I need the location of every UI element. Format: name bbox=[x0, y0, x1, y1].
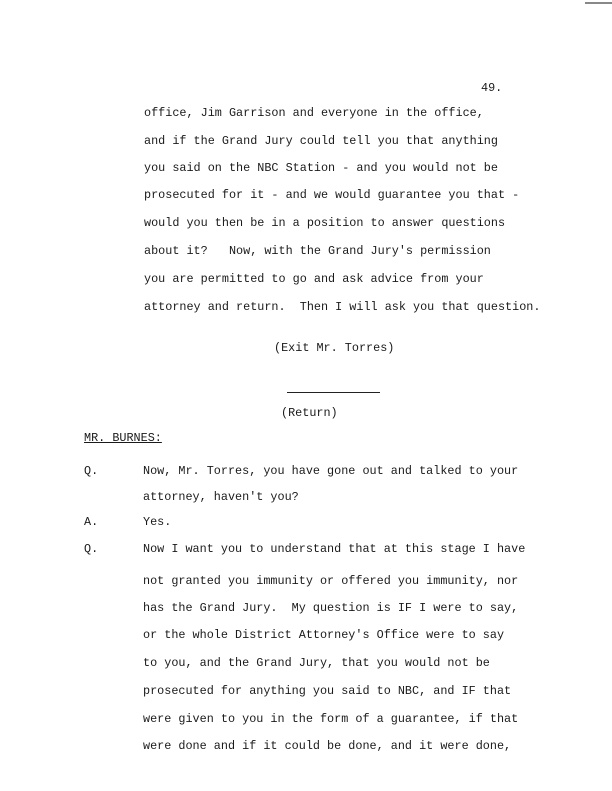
text-line: you said on the NBC Station - and you would not be bbox=[144, 161, 498, 175]
text-line: Now, Mr. Torres, you have gone out and talked to your bbox=[143, 464, 519, 478]
text-line: about it? Now, with the Grand Jury's permission bbox=[144, 244, 491, 258]
question-label: Q. bbox=[84, 542, 99, 556]
text-line: prosecuted for anything you said to NBC, and IF that bbox=[143, 684, 512, 698]
text-line: would you then be in a position to answer questions bbox=[144, 216, 506, 230]
text-line: attorney and return. Then I will ask you that question. bbox=[144, 300, 541, 314]
answer-label: A. bbox=[84, 515, 99, 529]
scan-mark bbox=[585, 2, 612, 4]
text-line: and if the Grand Jury could tell you that anything bbox=[144, 134, 498, 148]
text-line: were given to you in the form of a guarantee, if that bbox=[143, 712, 519, 726]
text-line: not granted you immunity or offered you immunity, nor bbox=[143, 574, 519, 588]
text-line: prosecuted for it - and we would guarantee you that - bbox=[144, 188, 520, 202]
text-line: attorney, haven't you? bbox=[143, 490, 299, 504]
text-line: Yes. bbox=[143, 515, 172, 529]
section-divider bbox=[287, 392, 380, 393]
speaker-label: MR. BURNES: bbox=[84, 431, 162, 445]
page-number: 49. bbox=[481, 81, 503, 95]
text-line: or the whole District Attorney's Office were to say bbox=[143, 628, 505, 642]
text-line: to you, and the Grand Jury, that you would not be bbox=[143, 656, 490, 670]
text-line: Now I want you to understand that at this stage I have bbox=[143, 542, 526, 556]
question-label: Q. bbox=[84, 464, 99, 478]
return-note: (Return) bbox=[281, 406, 338, 420]
exit-note: (Exit Mr. Torres) bbox=[274, 341, 395, 355]
text-line: you are permitted to go and ask advice from your bbox=[144, 272, 484, 286]
text-line: were done and if it could be done, and it were done, bbox=[143, 739, 512, 753]
text-line: has the Grand Jury. My question is IF I were to say, bbox=[143, 601, 519, 615]
text-line: office, Jim Garrison and everyone in the office, bbox=[144, 106, 484, 120]
